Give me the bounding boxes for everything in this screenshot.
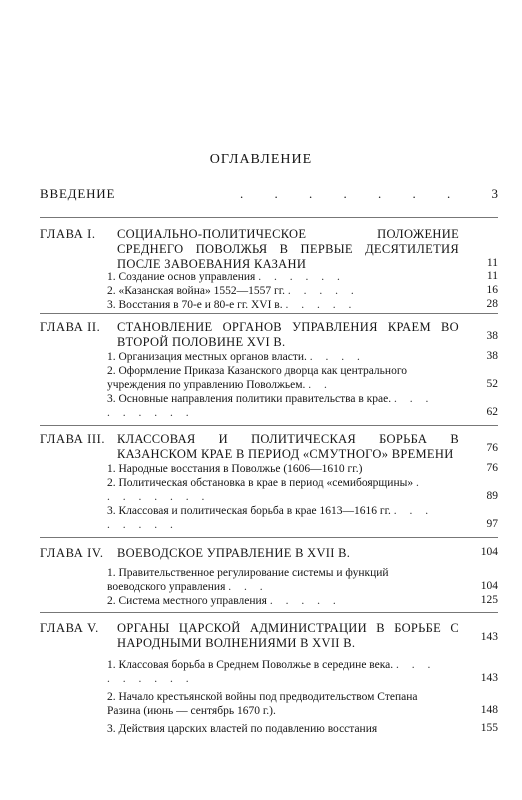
section-page-number: 76 [486, 462, 498, 474]
section-text: 2. Система местного управления [107, 595, 267, 607]
section-page-number: 28 [486, 298, 498, 310]
chapter-label: ГЛАВА IV. [40, 546, 104, 560]
intro-page-number: 3 [491, 186, 498, 201]
section-text: 2. Оформление Приказа Казанского дворца как центрального учреждения по управлению Поволжьем. [107, 365, 407, 391]
section-text: 3. Классовая и политическая борьба в крае 1613—1616 гг. [107, 505, 391, 517]
section-text: 2. «Казанская война» 1552—1557 гг. [107, 285, 285, 297]
section-4-2 [107, 594, 437, 608]
section-page-number: 104 [480, 580, 498, 592]
divider [40, 217, 498, 218]
section-3-3 [107, 504, 437, 532]
leader-dots: . . [308, 379, 332, 391]
chapter-page-number: 11 [486, 257, 498, 269]
chapter-title: ВОЕВОДСКОЕ УПРАВЛЕНИЕ В XVII В. [117, 546, 351, 560]
leader-dots: . . . . . . . . [107, 477, 424, 503]
section-page-number: 89 [486, 490, 498, 502]
section-3-1 [107, 462, 437, 476]
section-page-number: 148 [480, 704, 498, 716]
section-page-number: 52 [486, 378, 498, 390]
chapter-title: КЛАССОВАЯ И ПОЛИТИЧЕСКАЯ БОРЬБА В КАЗАНСКОМ КРАЕ В ПЕРИОД «СМУТНОГО» ВРЕМЕНИ [117, 432, 459, 461]
leader-dots: . . . . . . . . [107, 505, 434, 531]
intro-leader-dots: . . . . . . . [240, 186, 465, 201]
section-text: 1. Организация местных органов власти. [107, 351, 307, 363]
chapter-page-number: 143 [480, 631, 498, 643]
divider [40, 612, 498, 613]
leader-dots: . . . . . . [258, 271, 345, 283]
section-4-1 [107, 566, 437, 594]
leader-dots: . . . . . [287, 285, 359, 297]
section-text: 1. Создание основ управления [107, 271, 256, 283]
chapter-label: ГЛАВА I. [40, 227, 96, 241]
section-page-number: 16 [486, 284, 498, 296]
leader-dots: . . . . . [269, 595, 341, 607]
chapter-label: ГЛАВА II. [40, 320, 101, 334]
section-5-2 [107, 690, 437, 718]
chapter-title: СОЦИАЛЬНО-ПОЛИТИЧЕСКОЕ ПОЛОЖЕНИЕ СРЕДНЕГО ПОВОЛЖЬЯ В ПЕРВЫЕ ДЕСЯТИЛЕТИЯ ПОСЛЕ ЗАВОЕВАНИЯ КАЗАНИ [117, 227, 459, 271]
chapter-title: СТАНОВЛЕНИЕ ОРГАНОВ УПРАВЛЕНИЯ КРАЕМ ВО ВТОРОЙ ПОЛОВИНЕ XVI В. [117, 320, 459, 349]
section-page-number: 143 [480, 672, 498, 684]
divider [40, 537, 498, 538]
section-1-1 [107, 270, 437, 284]
chapter-page-number: 104 [480, 546, 498, 558]
section-page-number: 62 [486, 406, 498, 418]
leader-dots: . . . . [309, 351, 365, 363]
leader-dots: . . . . . . . . . [107, 393, 434, 419]
chapter-5 [40, 621, 498, 661]
section-text: 2. Политическая обстановка в крае в период «семибоярщины» [107, 477, 414, 489]
chapter-title: ОРГАНЫ ЦАРСКОЙ АДМИНИСТРАЦИИ В БОРЬБЕ С НАРОДНЫМИ ВОЛНЕНИЯМИ В XVII В. [117, 621, 459, 650]
divider [40, 425, 498, 426]
section-text: 1. Народные восстания в Поволжье (1606—1610 гг.) [107, 463, 363, 475]
section-2-2 [107, 364, 437, 392]
section-1-3 [107, 298, 437, 312]
intro-label: ВВЕДЕНИЕ [40, 186, 116, 201]
section-text: 1. Правительственное регулирование системы и функций воеводского управления [107, 567, 389, 593]
section-page-number: 155 [480, 722, 498, 734]
leader-dots: . . . . . . . . . [107, 659, 436, 685]
section-5-1 [107, 658, 437, 686]
intro-entry [40, 186, 498, 204]
section-text: 1. Классовая борьба в Среднем Поволжье в середине века. [107, 659, 394, 671]
chapter-page-number: 38 [486, 330, 498, 342]
section-3-2 [107, 476, 437, 504]
leader-dots: . . . . . [285, 299, 357, 311]
section-page-number: 38 [486, 350, 498, 362]
section-1-2 [107, 284, 437, 298]
section-text: 3. Восстания в 70-е и 80-е гг. XVI в. [107, 299, 283, 311]
section-text: 3. Основные направления политики правительства в крае. [107, 393, 392, 405]
section-2-3 [107, 392, 437, 420]
section-page-number: 11 [486, 270, 498, 282]
toc-heading: ОГЛАВЛЕНИЕ [209, 152, 313, 167]
chapter-page-number: 76 [486, 442, 498, 454]
section-page-number: 125 [480, 594, 498, 606]
leader-dots: . . . [228, 581, 268, 593]
section-text: 3. Действия царских властей по подавлению восстания [107, 723, 378, 735]
chapter-label: ГЛАВА III. [40, 432, 106, 446]
section-text: 2. Начало крестьянской войны под предводительством Степана Разина (июнь — сентябрь 1670 г.). [107, 691, 418, 717]
chapter-4 [40, 546, 498, 566]
chapter-label: ГЛАВА V. [40, 621, 99, 635]
section-page-number: 97 [486, 518, 498, 530]
section-2-1 [107, 350, 437, 364]
divider [40, 313, 498, 314]
section-5-3 [107, 722, 437, 736]
